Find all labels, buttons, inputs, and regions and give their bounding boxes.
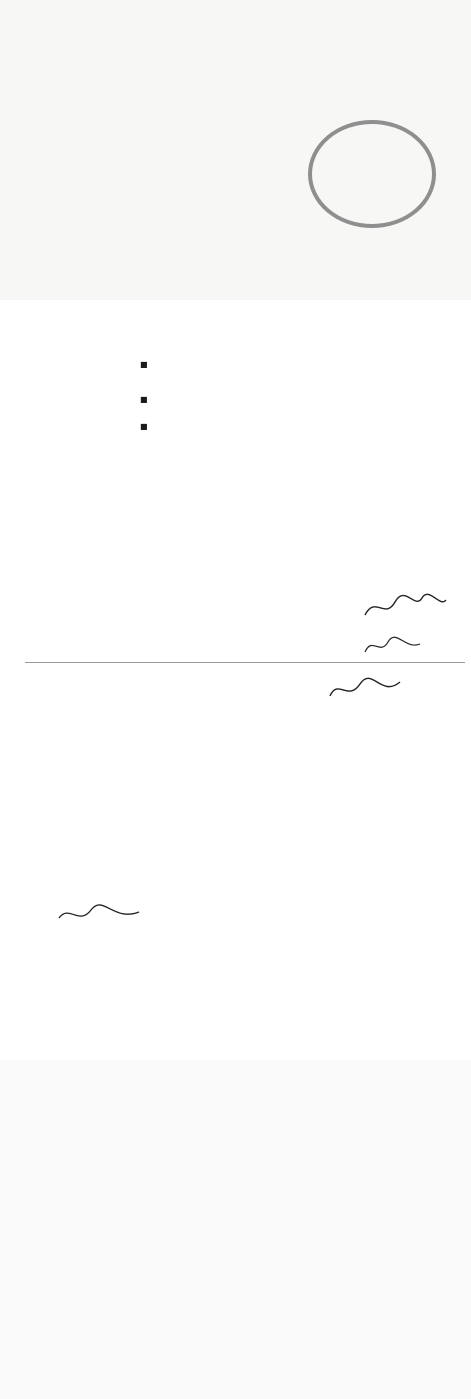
rotated-scan-top (0, 0, 471, 300)
rotated-text-block (139, 0, 141, 300)
rotated-table (1, 1060, 471, 1399)
handwritten-number (363, 14, 387, 22)
divider (25, 662, 465, 663)
office-seal-stamp (308, 120, 436, 228)
office-stamp-signature (326, 676, 406, 704)
handwritten-number-text (363, 14, 387, 22)
supervisor-signature (360, 590, 450, 625)
acknowledgement-signature (55, 900, 145, 930)
initials-signature (360, 632, 430, 662)
rotated-table-scan (0, 1060, 471, 1399)
